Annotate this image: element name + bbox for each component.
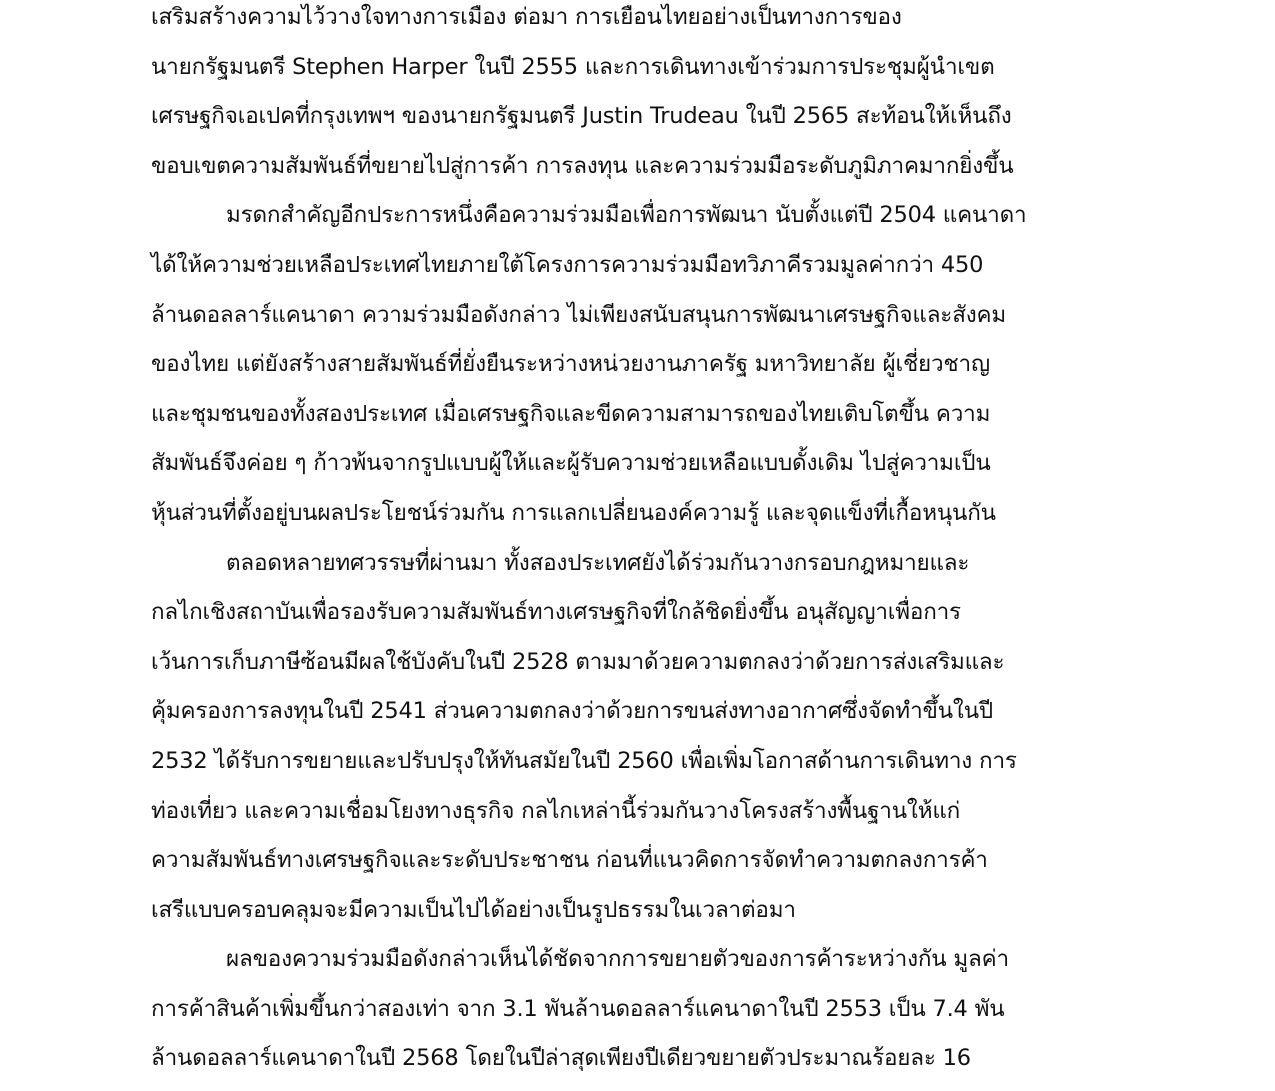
text-line: เสริมสร้างความไว้วางใจทางการเมือง ต่อมา การเยือนไทยอย่างเป็นทางการของ: [151, 4, 902, 30]
text-line: ขอบเขตความสัมพันธ์ที่ขยายไปสู่การค้า การลงทุน และความร่วมมือระดับภูมิภาคมากยิ่งขึ้น: [151, 152, 1014, 179]
text-line: และชุมชนของทั้งสองประเทศ เมื่อเศรษฐกิจและขีดความสามารถของไทยเติบโตขึ้น ความ: [151, 400, 991, 427]
text-line: ของไทย แต่ยังสร้างสายสัมพันธ์ที่ยั่งยืนระหว่างหน่วยงานภาครัฐ มหาวิทยาลัย ผู้เชี่ยวชาญ: [151, 351, 990, 378]
text-line: 2532 ได้รับการขยายและปรับปรุงให้ทันสมัยในปี 2560 เพื่อเพิ่มโอกาสด้านการเดินทาง การ: [151, 747, 1017, 774]
text-line: คุ้มครองการลงทุนในปี 2541 ส่วนความตกลงว่าด้วยการขนส่งทางอากาศซึ่งจัดทำขึ้นในปี: [151, 698, 993, 725]
document-body: [151, 0, 1151, 1091]
text-line: ล้านดอลลาร์แคนาดา ความร่วมมือดังกล่าว ไม่เพียงสนับสนุนการพัฒนาเศรษฐกิจและสังคม: [151, 301, 1006, 328]
text-line: เว้นการเก็บภาษีซ้อนมีผลใช้บังคับในปี 2528 ตามมาด้วยความตกลงว่าด้วยการส่งเสริมและ: [151, 648, 1005, 675]
text-line: หุ้นส่วนที่ตั้งอยู่บนผลประโยชน์ร่วมกัน การแลกเปลี่ยนองค์ความรู้ และจุดแข็งที่เกื้อหนุนกัน: [151, 499, 996, 526]
text-line: สัมพันธ์จึงค่อย ๆ ก้าวพ้นจากรูปแบบผู้ให้และผู้รับความช่วยเหลือแบบดั้งเดิม ไปสู่ความเป็น: [151, 450, 991, 477]
paragraph-first-line: ผลของความร่วมมือดังกล่าวเห็นได้ชัดจากการขยายตัวของการค้าระหว่างกัน มูลค่า: [226, 946, 1009, 973]
paragraph-first-line: มรดกสำคัญอีกประการหนึ่งคือความร่วมมือเพื่อการพัฒนา นับตั้งแต่ปี 2504 แคนาดา: [226, 202, 1027, 229]
text-line: ล้านดอลลาร์แคนาดาในปี 2568 โดยในปีล่าสุดเพียงปีเดียวขยายตัวประมาณร้อยละ 16: [151, 1045, 971, 1072]
paragraph-first-line: ตลอดหลายทศวรรษที่ผ่านมา ทั้งสองประเทศยังได้ร่วมกันวางกรอบกฎหมายและ: [226, 549, 970, 576]
text-line: ความสัมพันธ์ทางเศรษฐกิจและระดับประชาชน ก่อนที่แนวคิดการจัดทำความตกลงการค้า: [151, 847, 988, 874]
text-line: เสรีแบบครอบคลุมจะมีความเป็นไปได้อย่างเป็นรูปธรรมในเวลาต่อมา: [151, 896, 796, 923]
text-line: นายกรัฐมนตรี Stephen Harper ในปี 2555 และการเดินทางเข้าร่วมการประชุมผู้นำเขต: [151, 53, 995, 80]
text-line: กลไกเชิงสถาบันเพื่อรองรับความสัมพันธ์ทางเศรษฐกิจที่ใกล้ชิดยิ่งขึ้น อนุสัญญาเพื่อการ: [151, 599, 961, 626]
text-line: ได้ให้ความช่วยเหลือประเทศไทยภายใต้โครงการความร่วมมือทวิภาคีรวมมูลค่ากว่า 450: [151, 251, 984, 278]
text-line: การค้าสินค้าเพิ่มขึ้นกว่าสองเท่า จาก 3.1 พันล้านดอลลาร์แคนาดาในปี 2553 เป็น 7.4 พัน: [151, 995, 1005, 1022]
text-line: เศรษฐกิจเอเปคที่กรุงเทพฯ ของนายกรัฐมนตรี Justin Trudeau ในปี 2565 สะท้อนให้เห็นถึง: [151, 103, 1012, 130]
text-line: ท่องเที่ยว และความเชื่อมโยงทางธุรกิจ กลไกเหล่านี้ร่วมกันวางโครงสร้างพื้นฐานให้แก่: [151, 797, 961, 824]
